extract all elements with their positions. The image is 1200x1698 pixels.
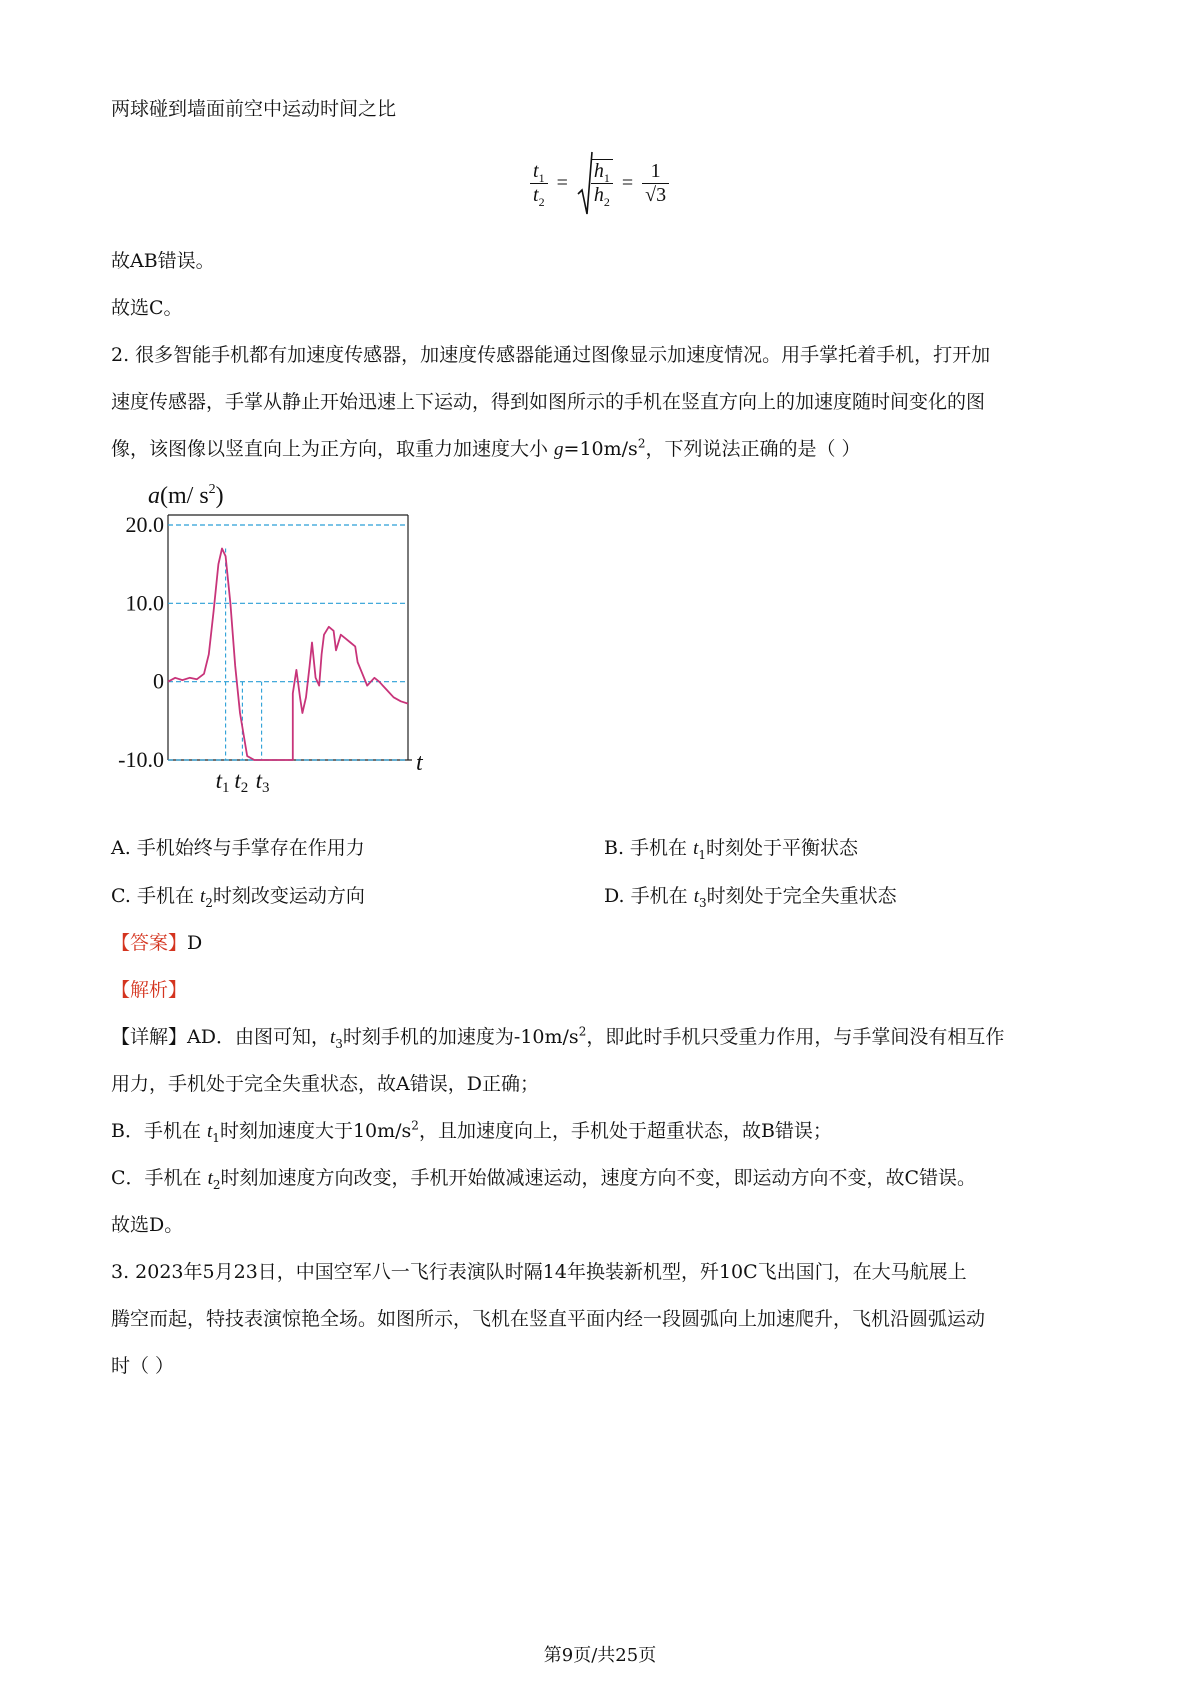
t-ratio-fraction: $\frac{t_1}{t_2}$ [530,160,548,207]
time-mark-label-1: t1 [215,768,230,796]
answer-line [111,930,202,956]
h-ratio-fraction: $\frac{h_1}{h_2}$ [591,159,613,207]
y-tick-label: 10.0 [125,590,164,616]
answer-value: D [187,932,203,954]
q2-line-2: 速度传感器，手掌从静止开始迅速上下运动，得到如图所示的手机在竖直方向上的加速度随时间变化的图 [111,391,986,413]
q3-line-3: 时（ ） [111,1355,175,1377]
page-footer: 第9页/共25页 [543,1645,657,1666]
option-d: D. 手机在 $t_3$时刻处于完全失重状态 [604,885,897,910]
intro-line: 两球碰到墙面前空中运动时间之比 [111,98,397,120]
y-tick-label: -10.0 [118,747,164,772]
analysis-label: 【解析】 [111,979,188,1001]
time-mark-label-3: t3 [255,768,270,796]
q3-line-1: 3. 2023年5月23日，中国空军八一飞行表演队时隔14年换装新机型，歼10C飞出国门，在大马航展上 [111,1261,967,1283]
acceleration-curve [168,549,408,761]
q2-line-3: 像，该图像以竖直向上为正方向，取重力加速度大小 $g=10m/s^2$，下列说法正确的是（ ） [111,436,861,460]
y-axis-label: a(m/ $s^2$) [148,482,224,509]
detail-line-2: 用力，手机处于完全失重状态，故A错误，D正确； [111,1073,539,1095]
detail-line-1: 【详解】AD．由图可知，$t_3$时刻手机的加速度为$-10m/s^2$，即此时手机只受重力作用，与手掌间没有相互作 [111,1024,1005,1051]
option-c: C. 手机在 $t_2$时刻改变运动方向 [111,885,365,910]
detail-line-3: B．手机在 $t_1$时刻加速度大于$10m/s^2$，且加速度向上，手机处于超重状态，故B错误； [111,1118,832,1145]
time-ratio-formula: $\frac{t_1}{t_2}$ = $\frac{h_1}{h_2}$ = $\frac{1}{√3}$ [530,150,669,220]
one-over-root-three: $\frac{1}{√3}$ [642,160,669,207]
option-b: B. 手机在 $t_1$时刻处于平衡状态 [604,837,859,862]
answer-label: 【答案】 [111,932,188,954]
y-tick-label: 20.0 [125,512,164,537]
time-mark-label-2: t2 [234,768,249,796]
option-a: A. 手机始终与手掌存在作用力 [111,837,365,859]
x-axis-label: t [416,750,423,776]
q2-line-1: 2. 很多智能手机都有加速度传感器，加速度传感器能通过图像显示加速度情况。用手掌托着手机，打开加 [111,344,991,366]
detail-line-5: 故选D。 [111,1214,184,1236]
y-tick-label: 0 [153,668,164,694]
detail-line-4: C．手机在 $t_2$时刻加速度方向改变，手机开始做减速运动，速度方向不变，即运动方向不变，故C错误。 [111,1167,977,1192]
q3-line-2: 腾空而起，特技表演惊艳全场。如图所示，飞机在竖直平面内经一段圆弧向上加速爬升，飞机沿圆弧运动 [111,1308,986,1330]
ab-wrong-line: 故AB错误。 [111,250,215,272]
choose-c-line: 故选C。 [111,297,183,319]
acceleration-chart [100,480,440,810]
